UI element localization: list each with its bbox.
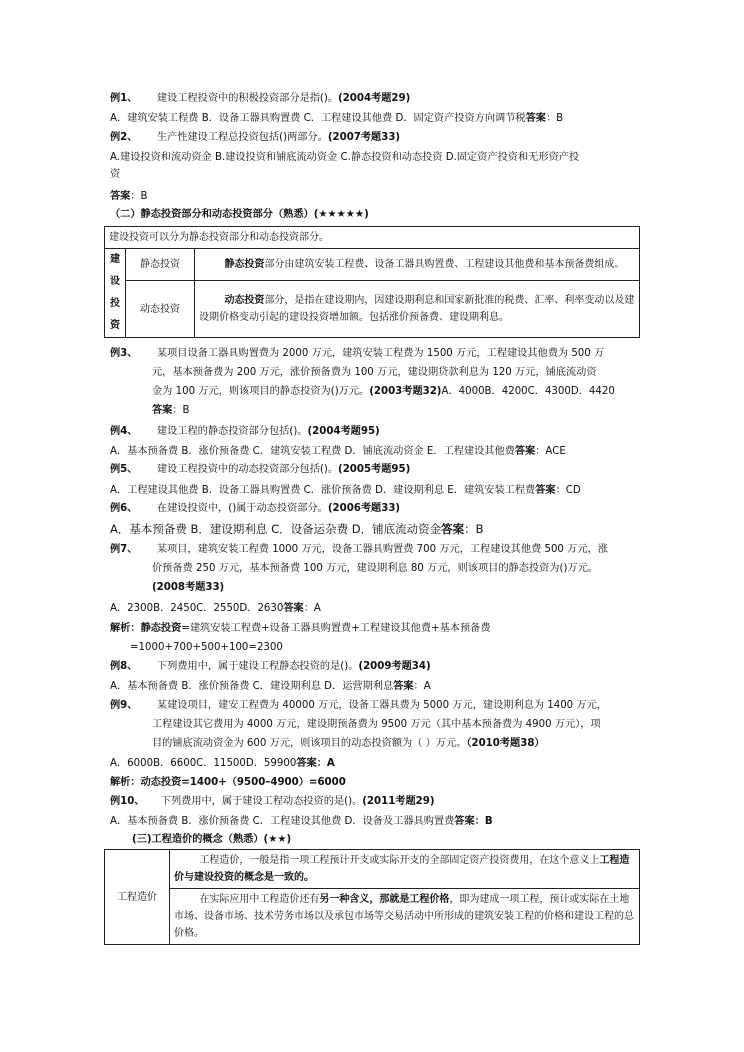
example-8-options: A．基本预备费 B．涨价预备费 C．建设期利息 D．运营期利息答案：A	[110, 681, 431, 692]
example-9-line1: 例9、 某建设项目，建安工程费为 40000 万元，设备工器具费为 5000 万元，建设期利息为 1400 万元，	[110, 700, 607, 711]
example-10-options: A．基本预备费 B．涨价预备费 C．工程建设其他费 D．设备及工器具购置费答案：B	[110, 816, 493, 827]
investment-table-header: 建设投资可以分为静态投资部分和动态投资部分。	[105, 227, 640, 249]
cost-meaning-1: 工程造价，一般是指一项工程预计开支或实际开支的全部固定资产投资费用，在这个意义上工程造价与建设投资的概念是一致的。	[170, 850, 640, 889]
section-3-title: (三)工程造价的概念（熟悉）(★★)	[132, 834, 292, 845]
example-1-options: A．建筑安装工程费 B．设备工器具购置费 C．工程建设其他费 D．固定资产投资方向调节税答案：B	[110, 113, 564, 124]
example-2-question: 例2、 生产性建设工程总投资包括()两部分。(2007考题33)	[110, 132, 401, 143]
dynamic-investment-description: 动态投资部分，是指在建设期内，因建设期利息和国家新批准的税费、汇率、利率变动以及建设期价格变动引起的建设投资增加额。包括涨价预备费、建设期利息。	[195, 281, 640, 338]
example-9-analysis: 解析：动态投资=1400+（9500–4900）=6000	[110, 777, 346, 788]
example-label: 例1、	[110, 93, 138, 104]
example-2-options-line1: A.建设投资和流动资金 B.建设投资和铺底流动资金 C.静态投资和动态投资 D.固定资产投资和无形资产投	[110, 152, 580, 163]
example-4-question: 例4、 建设工程的静态投资部分包括()。(2004考题95)	[110, 426, 380, 437]
example-3-line1: 例3、 某项目设备工器具购置费为 2000 万元，建筑安装工程费为 1500 万元，工程建设其他费为 500 万	[110, 348, 605, 359]
example-3-line3: 金为 100 万元，则该项目的静态投资为()万元。(2003考题32)A．4000B．4200C．4300D．4420	[152, 386, 615, 397]
example-10-question: 例10、 下列费用中，属于建设工程动态投资的是()。(2011考题29)	[110, 796, 435, 807]
static-investment-label: 静态投资	[126, 249, 195, 281]
example-5-question: 例5、 建设工程投资中的动态投资部分包括()。(2005考题95)	[110, 464, 411, 475]
cost-label: 工程造价	[105, 850, 170, 945]
example-9-line2: 工程建设其它费用为 4000 万元，建设期预备费为 9500 万元（其中基本预备费为 4900 万元），项	[152, 719, 601, 730]
example-3-line2: 元，基本预备费为 200 万元，涨价预备费为 100 万元，建设期贷款利息为 120 万元，铺底流动资	[152, 367, 597, 378]
example-8-question: 例8、 下列费用中，属于建设工程静态投资的是()。(2009考题34)	[110, 661, 431, 672]
static-investment-description: 静态投资部分由建筑安装工程费、设备工器具购置费、工程建设其他费和基本预备费组成。	[195, 249, 640, 281]
example-2-options-line2: 资	[110, 169, 121, 180]
example-3-answer: 答案：B	[152, 405, 190, 416]
example-7-line1: 例7、 某项目，建筑安装工程费 1000 万元，设备工器具购置费 700 万元，工程建设其他费 500 万元，涨	[110, 544, 608, 555]
vertical-label: 建 设 投 资	[105, 249, 126, 338]
example-6-question: 例6、 在建设投资中，()属于动态投资部分。(2006考题33)	[110, 503, 401, 514]
example-7-options: A．2300B．2450C．2550D．2630答案：A	[110, 603, 321, 614]
investment-table	[104, 226, 640, 338]
cost-meaning-2: 在实际应用中工程造价还有另一种含义，那就是工程价格，即为建成一项工程，预计或实际在土地市场、设备市场、技术劳务市场以及承包市场等交易活动中所形成的建筑安装工程的价格和建设工程的总价格。	[170, 889, 640, 945]
section-2-title: （二）静态投资部分和动态投资部分（熟悉）(★★★★★)	[110, 209, 369, 220]
cost-concept-table	[104, 849, 640, 945]
example-9-options: A．6000B．6600C．11500D．59900答案：A	[110, 758, 335, 769]
dynamic-investment-label: 动态投资	[126, 281, 195, 338]
example-5-options: A．工程建设其他费 B．设备工器具购置费 C．涨价预备费 D．建设期利息 E．建筑安装工程费答案：CD	[110, 485, 581, 496]
example-7-analysis: 解析：静态投资=建筑安装工程费+设备工器具购置费+工程建设其他费+基本预备费	[110, 623, 491, 634]
example-6-options: A．基本预备费 B．建设期利息 C．设备运杂费 D．铺底流动资金答案：B	[110, 522, 484, 536]
example-7-source: (2008考题33)	[152, 582, 225, 593]
example-4-options: A．基本预备费 B．涨价预备费 C．建筑安装工程费 D．铺底流动资金 E．工程建设其他费答案：ACE	[110, 446, 566, 457]
example-9-line3: 目的铺底流动资金为 600 万元，则该项目的动态投资额为（ ）万元。（2010考题38）	[152, 738, 545, 749]
example-7-calculation: =1000+700+500+100=2300	[130, 642, 283, 653]
example-2-answer: 答案：B	[110, 191, 148, 202]
example-7-line2: 价预备费 250 万元，基本预备费 100 万元，建设期利息 80 万元，则该项目的静态投资为()万元。	[152, 563, 598, 574]
example-1-question: 例1、 建设工程投资中的积极投资部分是指()。(2004考题29)	[110, 93, 411, 104]
